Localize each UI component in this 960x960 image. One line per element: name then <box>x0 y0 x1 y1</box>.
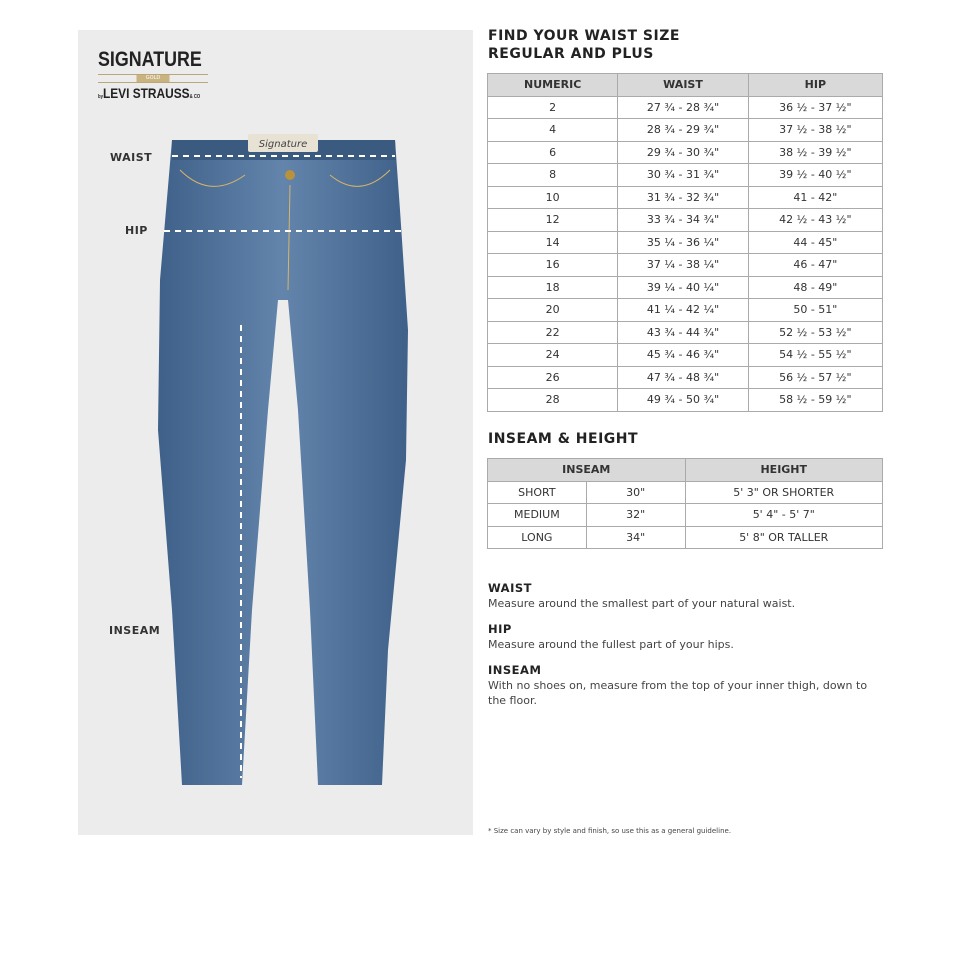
inseam-instruction: INSEAM With no shoes on, measure from the top of your inner thigh, down to the floor. <box>488 663 868 707</box>
table-cell: 39 ½ - 40 ½" <box>748 164 882 187</box>
hip-instruction: HIP Measure around the fullest part of your hips. <box>488 622 734 651</box>
table-row <box>488 164 883 187</box>
col-height: HEIGHT <box>685 459 883 482</box>
col-waist: WAIST <box>618 74 748 97</box>
table-cell: 30 ¾ - 31 ¾" <box>618 164 748 187</box>
jeans-illustration <box>150 130 420 790</box>
table-cell: 31 ¾ - 32 ¾" <box>618 186 748 209</box>
hip-label: HIP <box>125 224 148 237</box>
table-cell: 24 <box>488 344 618 367</box>
table-cell: 54 ½ - 55 ½" <box>748 344 882 367</box>
table-cell: SHORT <box>488 481 587 504</box>
table-cell: 18 <box>488 276 618 299</box>
table-cell: 5' 3" OR SHORTER <box>685 481 883 504</box>
table-cell: 45 ¾ - 46 ¾" <box>618 344 748 367</box>
table-cell: 37 ¼ - 38 ¼" <box>618 254 748 277</box>
table-cell: 10 <box>488 186 618 209</box>
footnote: * Size can vary by style and finish, so use this as a general guideline. <box>488 827 732 835</box>
table-cell: 22 <box>488 321 618 344</box>
waist-section-title: FIND YOUR WAIST SIZE REGULAR AND PLUS <box>488 28 680 62</box>
table-cell: 46 - 47" <box>748 254 882 277</box>
table-cell: 29 ¾ - 30 ¾" <box>618 141 748 164</box>
table-row <box>488 389 883 412</box>
table-cell: 28 ¾ - 29 ¾" <box>618 119 748 142</box>
table-cell: 38 ½ - 39 ½" <box>748 141 882 164</box>
table-cell: 58 ½ - 59 ½" <box>748 389 882 412</box>
inseam-section-title: INSEAM & HEIGHT <box>488 431 639 447</box>
table-cell: 35 ¼ - 36 ¼" <box>618 231 748 254</box>
table-cell: 5' 4" - 5' 7" <box>685 504 883 527</box>
table-cell: 5' 8" OR TALLER <box>685 526 883 549</box>
table-row <box>488 299 883 322</box>
table-row <box>488 321 883 344</box>
brand-logo <box>98 48 208 101</box>
table-cell: 49 ¾ - 50 ¾" <box>618 389 748 412</box>
table-row <box>488 119 883 142</box>
table-row <box>488 481 883 504</box>
table-cell: 52 ½ - 53 ½" <box>748 321 882 344</box>
inseam-label: INSEAM <box>109 624 161 637</box>
table-row <box>488 231 883 254</box>
table-cell: MEDIUM <box>488 504 587 527</box>
waist-instruction: WAIST Measure around the smallest part of your natural waist. <box>488 581 796 610</box>
table-cell: 47 ¾ - 48 ¾" <box>618 366 748 389</box>
table-row <box>488 344 883 367</box>
table-cell: 26 <box>488 366 618 389</box>
table-cell: 43 ¾ - 44 ¾" <box>618 321 748 344</box>
table-cell: 14 <box>488 231 618 254</box>
logo-title: SIGNATURE <box>98 48 202 71</box>
logo-sub: GOLD <box>98 74 208 83</box>
table-cell: 6 <box>488 141 618 164</box>
table-cell: 41 - 42" <box>748 186 882 209</box>
table-cell: 34" <box>586 526 685 549</box>
table-row <box>488 186 883 209</box>
waist-label: WAIST <box>110 151 153 164</box>
table-cell: 4 <box>488 119 618 142</box>
table-cell: 44 - 45" <box>748 231 882 254</box>
table-cell: 41 ¼ - 42 ¼" <box>618 299 748 322</box>
waist-size-table <box>487 73 883 412</box>
table-cell: 39 ¼ - 40 ¼" <box>618 276 748 299</box>
col-numeric: NUMERIC <box>488 74 618 97</box>
table-row <box>488 141 883 164</box>
table-cell: LONG <box>488 526 587 549</box>
table-cell: 2 <box>488 96 618 119</box>
table-cell: 42 ½ - 43 ½" <box>748 209 882 232</box>
col-inseam: INSEAM <box>488 459 686 482</box>
table-row <box>488 96 883 119</box>
inseam-height-table <box>487 458 883 549</box>
table-cell: 33 ¾ - 34 ¾" <box>618 209 748 232</box>
table-row <box>488 504 883 527</box>
table-cell: 56 ½ - 57 ½" <box>748 366 882 389</box>
table-cell: 30" <box>586 481 685 504</box>
table-cell: 8 <box>488 164 618 187</box>
table-cell: 27 ¾ - 28 ¾" <box>618 96 748 119</box>
table-row <box>488 254 883 277</box>
jeans-label: Signature <box>258 139 308 150</box>
table-cell: 12 <box>488 209 618 232</box>
table-cell: 50 - 51" <box>748 299 882 322</box>
table-row <box>488 209 883 232</box>
table-cell: 48 - 49" <box>748 276 882 299</box>
col-hip: HIP <box>748 74 882 97</box>
table-cell: 37 ½ - 38 ½" <box>748 119 882 142</box>
table-cell: 32" <box>586 504 685 527</box>
table-row <box>488 526 883 549</box>
table-cell: 28 <box>488 389 618 412</box>
logo-brand: byLEVI STRAUSS& CO <box>98 85 201 101</box>
table-cell: 20 <box>488 299 618 322</box>
table-row <box>488 276 883 299</box>
table-cell: 36 ½ - 37 ½" <box>748 96 882 119</box>
table-row <box>488 366 883 389</box>
table-cell: 16 <box>488 254 618 277</box>
